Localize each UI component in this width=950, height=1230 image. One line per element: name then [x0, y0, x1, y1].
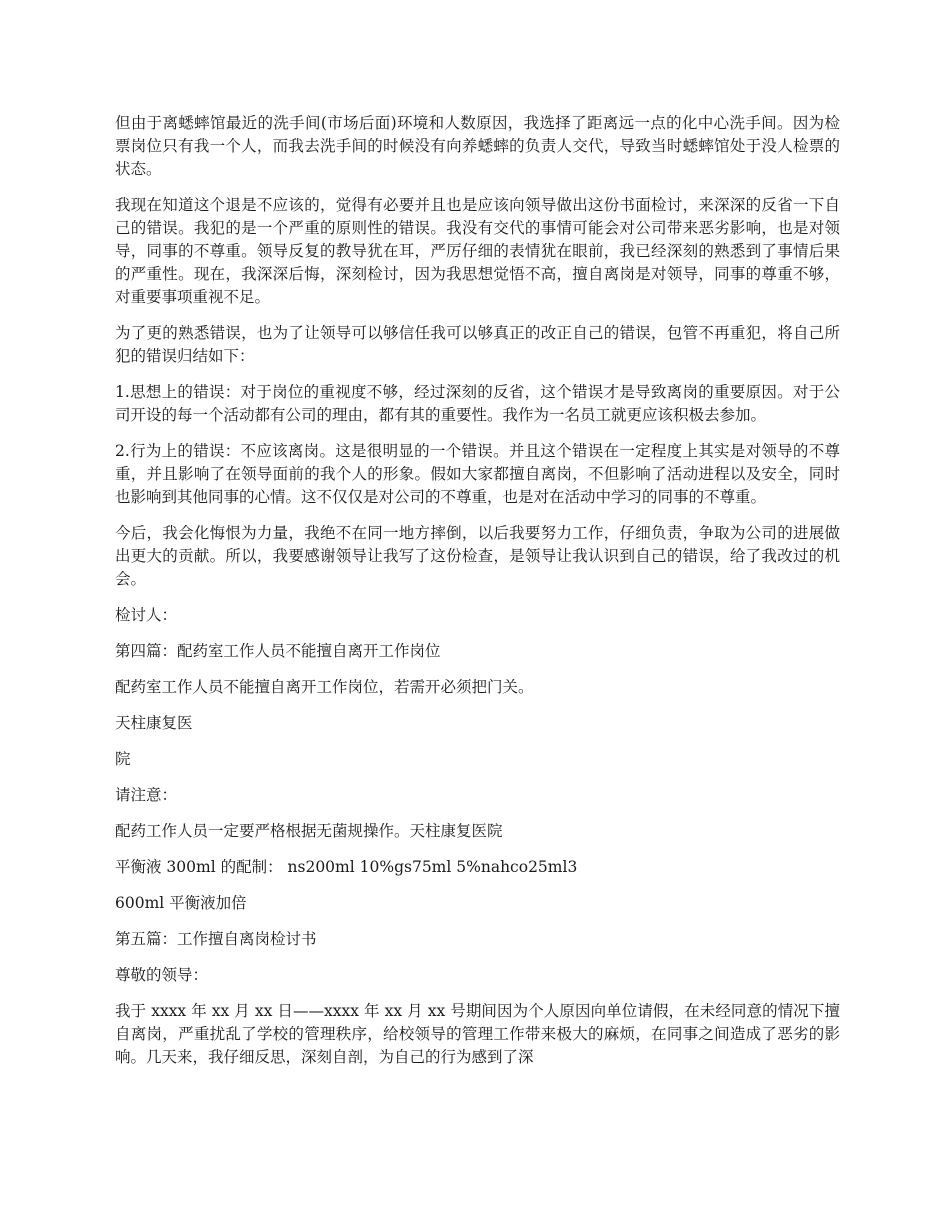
paragraph-4: 1.思想上的错误：对于岗位的重视度不够，经过深刻的反省，这个错误才是导致离岗的重要原因。对于公司开设的每一个活动都有公司的理由，都有其的重要性。我作为一名员工就更应该积极去参加。: [115, 383, 840, 424]
hospital-name-part-2: 院: [115, 750, 131, 768]
salutation: 尊敬的领导：: [115, 966, 209, 984]
hospital-name-part-1: 天柱康复医: [115, 714, 193, 732]
notice-label: 请注意：: [115, 786, 178, 804]
document-page: [115, 112, 840, 1082]
paragraph-8: 配药工作人员一定要严格根据无菌规操作。天柱康复医院: [115, 822, 503, 840]
reviewer-label: 检讨人：: [115, 606, 178, 624]
paragraph-3: 为了更的熟悉错误，也为了让领导可以够信任我可以够真正的改正自己的错误，包管不再重犯，将自己所犯的错误归结如下：: [115, 324, 840, 365]
paragraph-2: 我现在知道这个退是不应该的，觉得有必要并且也是应该向领导做出这份书面检讨，来深深的反省一下自己的错误。我犯的是一个严重的原则性的错误。我没有交代的事情可能会对公司带来恶劣影响，也是对领导，同事的不尊重。领导反复的教导犹在耳，严厉仔细的表情犹在眼前，我已经深刻的熟悉到了事情后果的严重性。现在，我深深后悔，深刻检讨，因为我思想觉悟不高，擅自离岗是对领导，同事的尊重不够，对重要事项重视不足。: [115, 196, 840, 306]
formula-line-1: 平衡液 300ml 的配制： ns200ml 10%gs75ml 5%nahco25ml3: [115, 858, 578, 876]
paragraph-1: 但由于离蟋蟀馆最近的洗手间(市场后面)环境和人数原因，我选择了距离远一点的化中心洗手间。因为检票岗位只有我一个人，而我去洗手间的时候没有向养蟋蟀的负责人交代，导致当时蟋蟀馆处于没人检票的状态。: [115, 114, 840, 178]
formula-line-2: 600ml 平衡液加倍: [115, 894, 247, 912]
paragraph-5: 2.行为上的错误：不应该离岗。这是很明显的一个错误。并且这个错误在一定程度上其实是对领导的不尊重，并且影响了在领导面前的我个人的形象。假如大家都擅自离岗，不但影响了活动进程以及安全，同时也影响到其他同事的心情。这不仅仅是对公司的不尊重，也是对在活动中学习的同事的不尊重。: [115, 442, 840, 506]
section-heading-4: 第四篇：配药室工作人员不能擅自离开工作岗位: [115, 642, 441, 660]
paragraph-9: 我于 xxxx 年 xx 月 xx 日——xxxx 年 xx 月 xx 号期间因为个人原因向单位请假，在未经同意的情况下擅自离岗，严重扰乱了学校的管理秩序，给校领导的管理工作带来极大的麻烦，在同事之间造成了恶劣的影响。几天来，我仔细反思，深刻自剖，为自己的行为感到了深: [115, 1002, 840, 1066]
paragraph-7: 配药室工作人员不能擅自离开工作岗位，若需开必须把门关。: [115, 678, 534, 696]
paragraph-6: 今后，我会化悔恨为力量，我绝不在同一地方摔倒，以后我要努力工作，仔细负责，争取为公司的进展做出更大的贡献。所以，我要感谢领导让我写了这份检查，是领导让我认识到自己的错误，给了我改过的机会。: [115, 524, 840, 588]
section-heading-5: 第五篇：工作擅自离岗检讨书: [115, 930, 317, 948]
